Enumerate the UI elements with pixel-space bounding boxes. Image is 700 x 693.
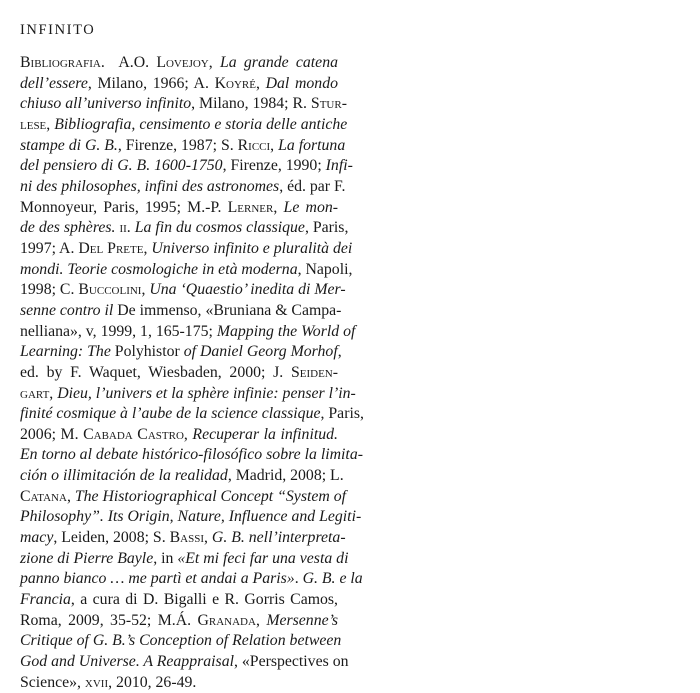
bibliography-line: ni des philosophes, infini des astronomes, éd. par F. — [20, 177, 346, 195]
bibliography-line: zione di Pierre Bayle, in «Et mi feci far una vesta di — [20, 549, 349, 567]
bibliography-line: finité cosmique à l’aube de la science classique, Paris, — [20, 405, 364, 423]
bibliography-line: senne contro il De immenso, «Bruniana & Campa- — [20, 301, 342, 319]
bibliography-line: Learning: The Polyhistor of Daniel Georg Morhof, — [20, 343, 342, 361]
bibliography-line: Monnoyeur, Paris, 1995; M.-P. Lerner, Le mon- — [20, 198, 339, 216]
bibliography-line: 1997; A. Del Prete, Universo infinito e pluralità dei — [20, 239, 353, 257]
bibliography-line: 1998; C. Buccolini, Una ‘Quaestio’ inedita di Mer- — [20, 281, 346, 299]
bibliography-line: Science», xvii, 2010, 26-49. — [20, 673, 197, 691]
bibliography-line: del pensiero di G. B. 1600-1750, Firenze, 1990; Infi- — [20, 157, 353, 175]
bibliography-line: panno bianco … me partì et andai a Paris». G. B. e la — [20, 570, 363, 588]
bibliography-line: Bibliografia. A.O. Lovejoy, La grande catena — [20, 54, 338, 71]
running-head: INFINITO — [20, 22, 96, 38]
bibliography-line: ed. by F. Waquet, Wiesbaden, 2000; J. Seiden- — [20, 363, 338, 381]
bibliography-line: de des sphères. ii. La fin du cosmos classique, Paris, — [20, 219, 349, 237]
bibliography-line: stampe di G. B., Firenze, 1987; S. Ricci, La fortuna — [20, 136, 346, 154]
bibliography-line: Catana, The Historiographical Concept “System of — [20, 487, 347, 505]
bibliography-line: Roma, 2009, 35-52; M.Á. Granada, Mersenne’s — [20, 611, 338, 629]
bibliography-line: nelliana», v, 1999, 1, 165-175; Mapping the World of — [20, 322, 356, 340]
bibliography-line: 2006; M. Cabada Castro, Recuperar la infinitud. — [20, 425, 338, 443]
bibliography-line: ción o illimitación de la realidad, Madrid, 2008; L. — [20, 467, 344, 485]
bibliography-line: Philosophy”. Its Origin, Nature, Influence and Legiti- — [20, 508, 362, 526]
bibliography-line: Francia, a cura di D. Bigalli e R. Gorris Camos, — [20, 591, 338, 609]
bibliography-line: dell’essere, Milano, 1966; A. Koyré, Dal mondo — [20, 74, 338, 92]
bibliography-line: En torno al debate histórico-filosófico sobre la limita- — [20, 446, 363, 464]
bibliography-line: gart, Dieu, l’univers et la sphère infinie: penser l’in- — [20, 384, 356, 402]
bibliography-line: chiuso all’universo infinito, Milano, 1984; R. Stur- — [20, 95, 347, 113]
bibliography-line: God and Universe. A Reappraisal, «Perspectives on — [20, 653, 349, 671]
bibliography-line: mondi. Teorie cosmologiche in età moderna, Napoli, — [20, 260, 353, 278]
bibliography-line: macy, Leiden, 2008; S. Bassi, G. B. nell’interpreta- — [20, 529, 346, 547]
bibliography-line: Critique of G. B.’s Conception of Relation between — [20, 632, 342, 650]
bibliography-line: lese, Bibliografia, censimento e storia delle antiche — [20, 115, 348, 133]
bibliography-paragraph — [20, 53, 364, 693]
